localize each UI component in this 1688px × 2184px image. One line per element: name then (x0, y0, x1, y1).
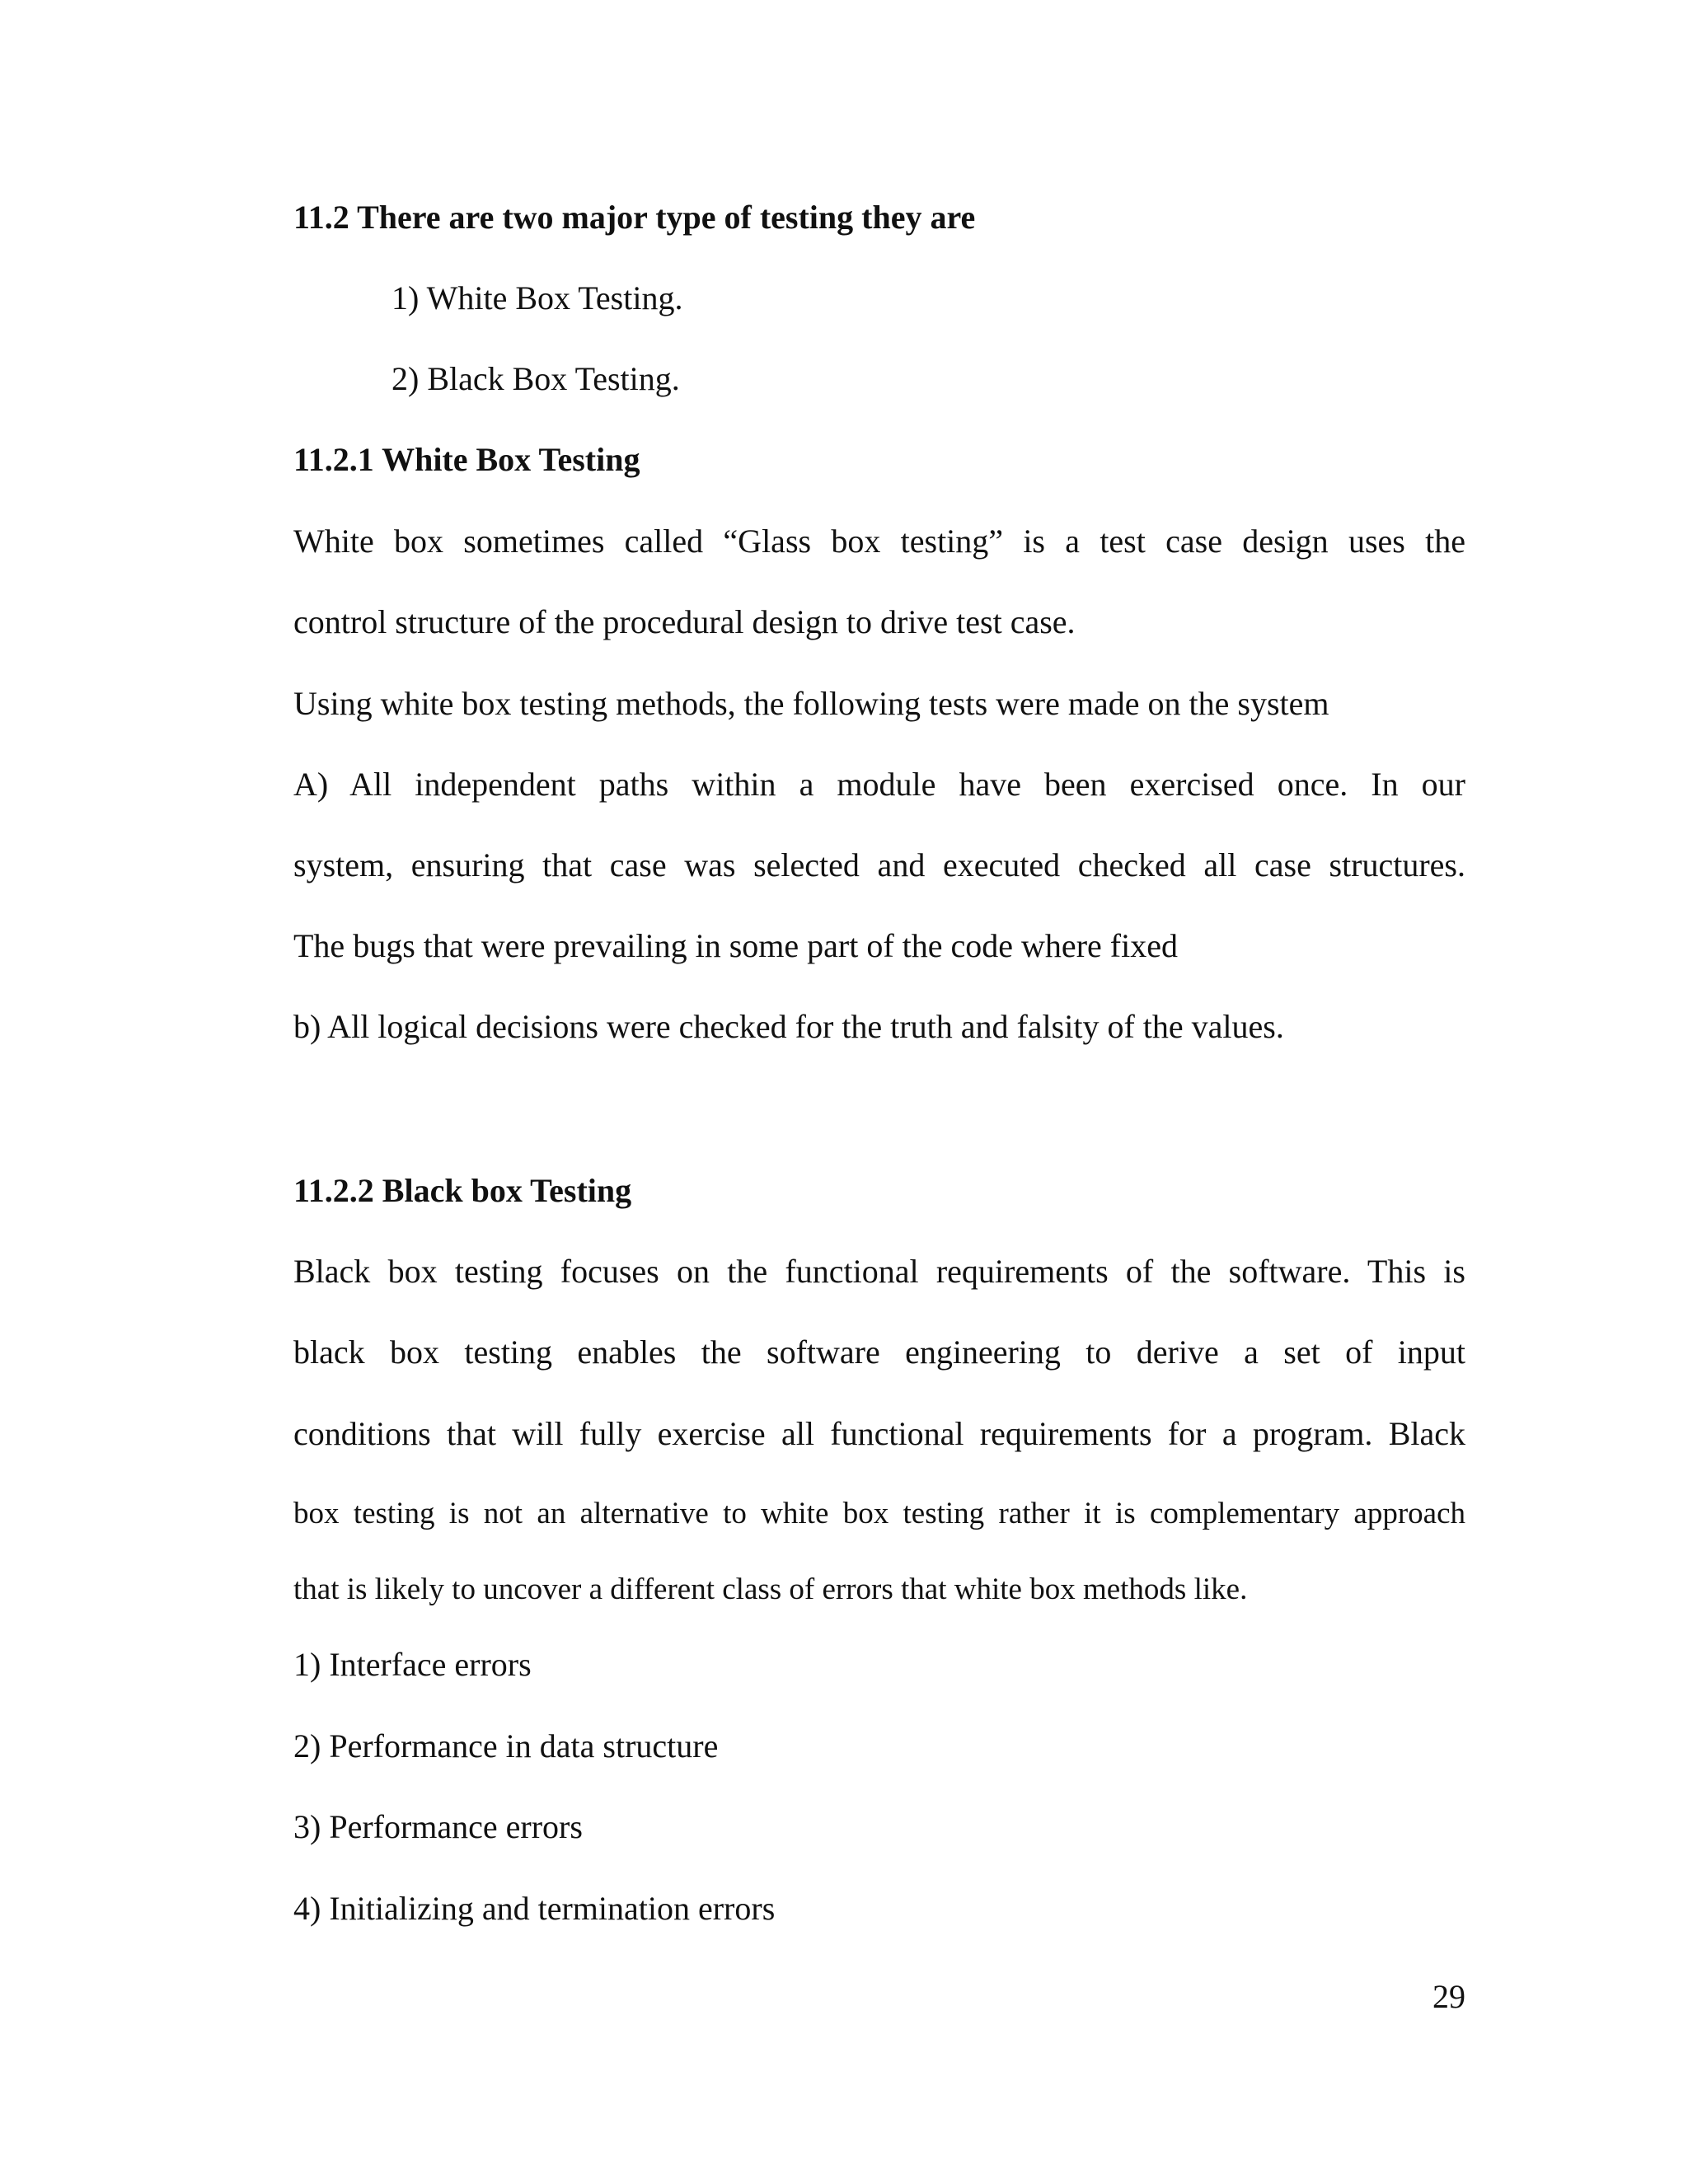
black-box-paragraph-line: box testing is not an alternative to white box testing rather it is complementary approach (293, 1497, 1465, 1530)
white-box-paragraph-line: A) All independent paths within a module have been exercised once. In our (293, 766, 1465, 803)
black-box-paragraph-line: black box testing enables the software engineering to derive a set of input (293, 1333, 1465, 1371)
black-box-heading: 11.2.2 Black box Testing (293, 1172, 632, 1209)
section-heading: 11.2 There are two major type of testing they are (293, 199, 976, 236)
error-list-item: 2) Performance in data structure (293, 1727, 719, 1765)
testing-type-item: 1) White Box Testing. (392, 279, 683, 316)
white-box-heading: 11.2.1 White Box Testing (293, 441, 640, 478)
error-list-item: 3) Performance errors (293, 1808, 583, 1845)
white-box-paragraph-line: White box sometimes called “Glass box testing” is a test case design uses the (293, 523, 1465, 560)
white-box-paragraph-line: control structure of the procedural design to drive test case. (293, 603, 1076, 640)
black-box-paragraph-line: conditions that will fully exercise all functional requirements for a program. Black (293, 1415, 1465, 1452)
white-box-paragraph-line: The bugs that were prevailing in some part of the code where fixed (293, 927, 1178, 964)
error-list-item: 4) Initializing and termination errors (293, 1890, 776, 1927)
page-number: 29 (1432, 1978, 1465, 2015)
error-list-item: 1) Interface errors (293, 1646, 532, 1683)
white-box-paragraph-line: b) All logical decisions were checked for the truth and falsity of the values. (293, 1008, 1284, 1045)
white-box-paragraph-line: Using white box testing methods, the following tests were made on the system (293, 685, 1329, 722)
white-box-paragraph-line: system, ensuring that case was selected and executed checked all case structures. (293, 846, 1465, 883)
black-box-paragraph-line: that is likely to uncover a different class of errors that white box methods like. (293, 1572, 1248, 1606)
testing-type-item: 2) Black Box Testing. (392, 360, 680, 397)
black-box-paragraph-line: Black box testing focuses on the functional requirements of the software. This is (293, 1253, 1465, 1290)
